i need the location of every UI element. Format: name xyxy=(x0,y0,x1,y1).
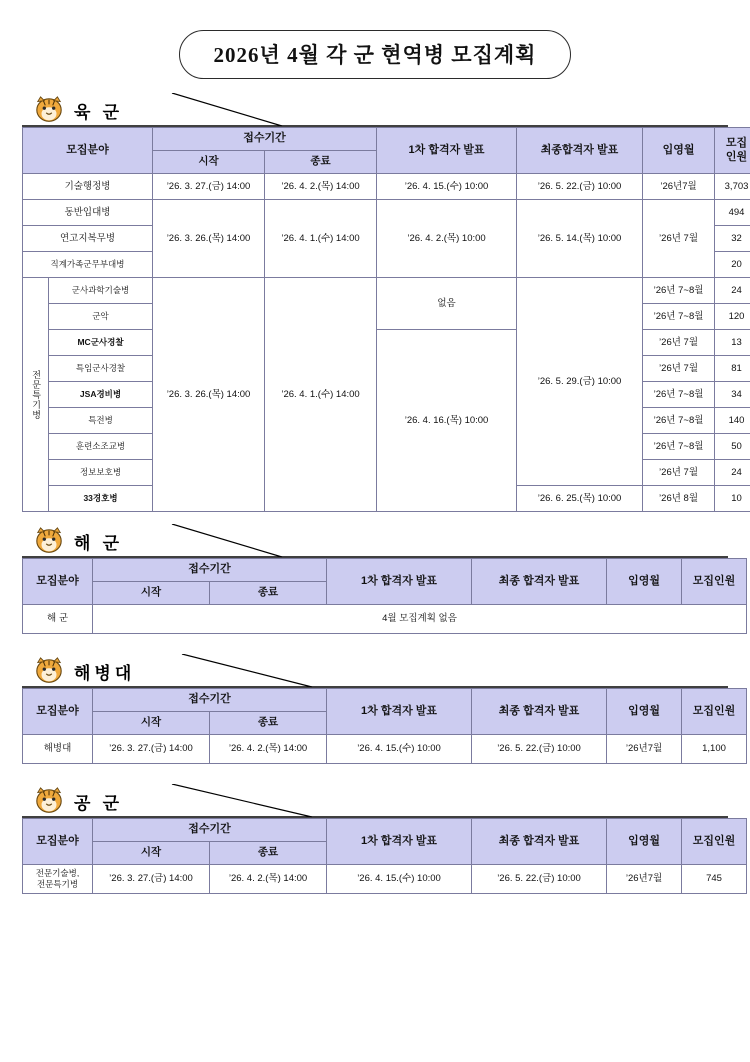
cell-quota: 1,100 xyxy=(682,735,747,764)
cell-final-pass: ’26. 5. 14.(목) 10:00 xyxy=(517,200,643,278)
spacer xyxy=(22,646,728,654)
th-end: 종료 xyxy=(265,151,377,174)
section-header-marine xyxy=(22,654,728,688)
cell-enlist-month: ’26년 8월 xyxy=(643,486,715,512)
th-first-pass: 1차 합격자 발표 xyxy=(327,819,472,865)
marine-table xyxy=(22,688,747,764)
navy-table xyxy=(22,558,747,634)
section-header-army xyxy=(22,93,728,127)
table-header-row xyxy=(23,819,747,842)
cell-end: ’26. 4. 1.(수) 14:00 xyxy=(265,278,377,512)
cell-enlist-month: ’26년 7월 xyxy=(643,330,715,356)
cell-field xyxy=(23,865,93,894)
cell-field: JSA경비병 xyxy=(49,382,153,408)
cell-end: ’26. 4. 2.(목) 14:00 xyxy=(210,735,327,764)
th-start: 시작 xyxy=(93,712,210,735)
cell-end: ’26. 4. 2.(목) 14:00 xyxy=(210,865,327,894)
th-final-pass: 최종 합격자 발표 xyxy=(472,819,607,865)
cell-quota: 120 xyxy=(715,304,750,330)
cell-quota: 50 xyxy=(715,434,750,460)
cell-enlist-month: ’26년 7월 xyxy=(643,460,715,486)
table-row xyxy=(23,174,750,200)
section-title-airforce: 공 군 xyxy=(74,794,124,813)
table-header-row xyxy=(23,128,750,151)
cell-final-pass: ’26. 5. 22.(금) 10:00 xyxy=(517,174,643,200)
tiger-mascot-icon xyxy=(30,95,68,125)
th-start: 시작 xyxy=(153,151,265,174)
cell-field: 정보보호병 xyxy=(49,460,153,486)
cell-quota: 24 xyxy=(715,460,750,486)
cell-first-pass: ’26. 4. 15.(수) 10:00 xyxy=(327,735,472,764)
cell-quota: 24 xyxy=(715,278,750,304)
cell-enlist-month: ’26년7월 xyxy=(643,174,715,200)
th-quota: 모집인원 xyxy=(682,689,747,735)
cell-final-pass: ’26. 5. 22.(금) 10:00 xyxy=(472,735,607,764)
th-start: 시작 xyxy=(93,842,210,865)
cell-field-line1: 전문기술병, xyxy=(35,868,80,879)
tiger-mascot-icon xyxy=(30,526,68,556)
cell-quota: 13 xyxy=(715,330,750,356)
th-first-pass: 1차 합격자 발표 xyxy=(377,128,517,174)
cell-field: 연고지복무병 xyxy=(23,226,153,252)
section-title-army: 육 군 xyxy=(74,103,124,122)
section-title-marine: 해병대 xyxy=(74,664,136,683)
section-marine xyxy=(22,654,736,764)
section-header-navy xyxy=(22,524,728,558)
th-enlist-month: 입영월 xyxy=(607,689,682,735)
th-start: 시작 xyxy=(93,582,210,605)
cell-end: ’26. 4. 1.(수) 14:00 xyxy=(265,200,377,278)
table-row xyxy=(23,735,747,764)
cell-quota: 10 xyxy=(715,486,750,512)
th-period: 접수기간 xyxy=(153,128,377,151)
th-period: 접수기간 xyxy=(93,559,327,582)
cell-first-pass: ’26. 4. 2.(목) 10:00 xyxy=(377,200,517,278)
diagonal-rule xyxy=(22,524,728,558)
th-field: 모집분야 xyxy=(23,559,93,605)
airforce-table xyxy=(22,818,747,894)
cell-quota: 745 xyxy=(682,865,747,894)
th-field: 모집분야 xyxy=(23,819,93,865)
cell-notice: 4월 모집계획 없음 xyxy=(93,605,747,634)
th-field: 모집분야 xyxy=(23,128,153,174)
section-navy xyxy=(22,524,736,634)
cell-enlist-month: ’26년 7~8월 xyxy=(643,278,715,304)
cell-field: 동반입대병 xyxy=(23,200,153,226)
tiger-mascot-icon xyxy=(30,786,68,816)
cell-quota: 34 xyxy=(715,382,750,408)
cell-field: MC군사경찰 xyxy=(49,330,153,356)
th-enlist-month: 입영월 xyxy=(643,128,715,174)
cell-field: 훈련소조교병 xyxy=(49,434,153,460)
table-row xyxy=(23,605,747,634)
th-end: 종료 xyxy=(210,582,327,605)
cell-field: 특임군사경찰 xyxy=(49,356,153,382)
cell-start: ’26. 3. 27.(금) 14:00 xyxy=(153,174,265,200)
cell-quota: 494 xyxy=(715,200,750,226)
th-end: 종료 xyxy=(210,712,327,735)
cell-field: 직계가족군무부대병 xyxy=(23,252,153,278)
cell-enlist-month: ’26년 7~8월 xyxy=(643,434,715,460)
diagonal-rule xyxy=(22,784,728,818)
cell-quota: 140 xyxy=(715,408,750,434)
th-first-pass: 1차 합격자 발표 xyxy=(327,689,472,735)
cell-first-pass: ’26. 4. 15.(수) 10:00 xyxy=(327,865,472,894)
cell-field: 군사과학기술병 xyxy=(49,278,153,304)
th-field: 모집분야 xyxy=(23,689,93,735)
table-row xyxy=(23,278,750,304)
cell-enlist-month: ’26년 7~8월 xyxy=(643,408,715,434)
table-row xyxy=(23,865,747,894)
cell-first-pass: 없음 xyxy=(377,278,517,330)
cell-field-line2: 전문특기병 xyxy=(36,879,79,889)
cell-start: ’26. 3. 26.(목) 14:00 xyxy=(153,200,265,278)
table-row xyxy=(23,200,750,226)
cell-field: 특전병 xyxy=(49,408,153,434)
th-final-pass: 최종 합격자 발표 xyxy=(472,559,607,605)
th-final-pass: 최종합격자 발표 xyxy=(517,128,643,174)
cell-field: 기술행정병 xyxy=(23,174,153,200)
page-title: 2026년 4월 각 군 현역병 모집계획 xyxy=(179,30,572,79)
cell-final-pass: ’26. 5. 22.(금) 10:00 xyxy=(472,865,607,894)
cell-enlist-month: ’26년 7~8월 xyxy=(643,382,715,408)
cell-final-pass: ’26. 5. 29.(금) 10:00 xyxy=(517,278,643,486)
cell-field: 33경호병 xyxy=(49,486,153,512)
tiger-mascot-icon xyxy=(30,656,68,686)
title-container xyxy=(22,30,728,79)
th-quota: 모집인원 xyxy=(682,559,747,605)
cell-start: ’26. 3. 26.(목) 14:00 xyxy=(153,278,265,512)
th-quota-line1: 모집 xyxy=(725,136,748,149)
cell-enlist-month: ’26년7월 xyxy=(607,735,682,764)
th-quota: 모집인원 xyxy=(682,819,747,865)
cell-group-label: 전문특기병 xyxy=(23,278,49,512)
cell-enlist-month: ’26년 7~8월 xyxy=(643,304,715,330)
th-enlist-month: 입영월 xyxy=(607,819,682,865)
section-army xyxy=(22,93,749,512)
cell-quota: 32 xyxy=(715,226,750,252)
cell-enlist-month: ’26년 7월 xyxy=(643,200,715,278)
cell-first-pass: ’26. 4. 15.(수) 10:00 xyxy=(377,174,517,200)
spacer xyxy=(22,776,728,784)
section-airforce xyxy=(22,784,736,894)
cell-enlist-month: ’26년7월 xyxy=(607,865,682,894)
th-quota xyxy=(715,128,750,174)
th-period: 접수기간 xyxy=(93,689,327,712)
cell-quota: 3,703 xyxy=(715,174,750,200)
th-period: 접수기간 xyxy=(93,819,327,842)
section-title-navy: 해 군 xyxy=(74,534,124,553)
th-enlist-month: 입영월 xyxy=(607,559,682,605)
cell-quota: 20 xyxy=(715,252,750,278)
section-header-airforce xyxy=(22,784,728,818)
cell-first-pass: ’26. 4. 16.(목) 10:00 xyxy=(377,330,517,512)
cell-start: ’26. 3. 27.(금) 14:00 xyxy=(93,735,210,764)
table-header-row xyxy=(23,559,747,582)
th-quota-line2: 인원 xyxy=(725,150,748,163)
cell-enlist-month: ’26년 7월 xyxy=(643,356,715,382)
cell-start: ’26. 3. 27.(금) 14:00 xyxy=(93,865,210,894)
cell-end: ’26. 4. 2.(목) 14:00 xyxy=(265,174,377,200)
cell-field: 해 군 xyxy=(23,605,93,634)
cell-final-pass: ’26. 6. 25.(목) 10:00 xyxy=(517,486,643,512)
army-table xyxy=(22,127,750,512)
table-header-row xyxy=(23,689,747,712)
th-end: 종료 xyxy=(210,842,327,865)
cell-quota: 81 xyxy=(715,356,750,382)
th-final-pass: 최종 합격자 발표 xyxy=(472,689,607,735)
diagonal-rule xyxy=(22,93,728,127)
th-first-pass: 1차 합격자 발표 xyxy=(327,559,472,605)
cell-field: 군악 xyxy=(49,304,153,330)
cell-field: 해병대 xyxy=(23,735,93,764)
